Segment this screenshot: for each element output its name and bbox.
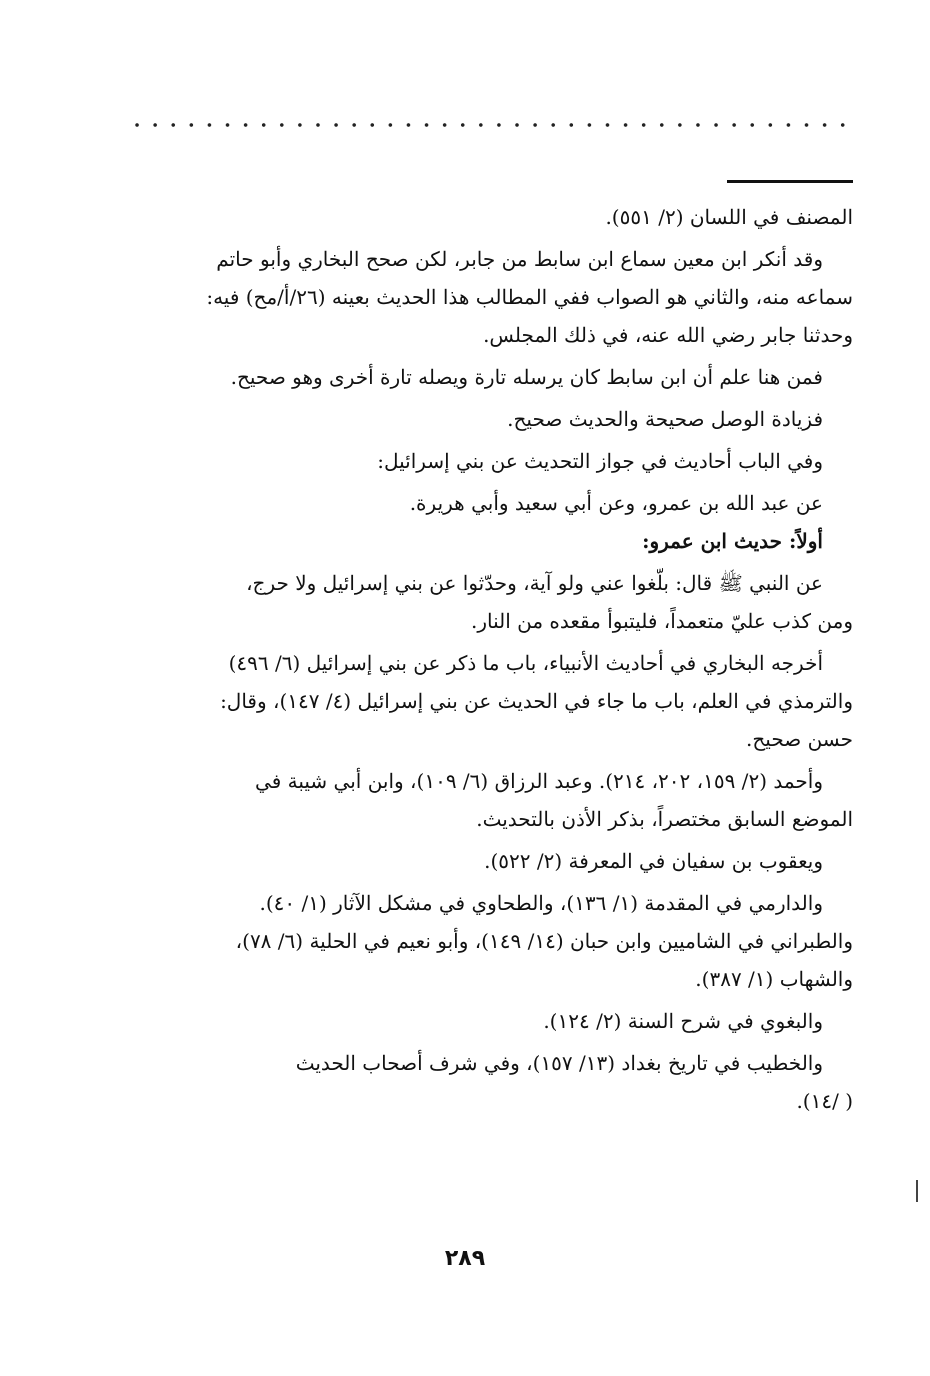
text-line: سماعه منه، والثاني هو الصواب ففي المطالب هذا الحديث بعينه (٢٦/أ/مح) فيه: [206, 285, 853, 309]
text-line: وفي الباب أحاديث في جواز التحديث عن بني إسرائيل: [377, 449, 823, 473]
text-line: وقد أنكر ابن معين سماع ابن سابط من جابر، لكن صحح البخاري وأبو حاتم [216, 247, 823, 271]
page-number: ٢٨٩ [444, 1246, 486, 1271]
text-line: عن النبي ﷺ قال: بلّغوا عني ولو آية، وحدّثوا عن بني إسرائيل ولا حرج، [246, 571, 823, 595]
text-line: وحدثنا جابر رضي الله عنه، في ذلك المجلس. [483, 323, 853, 347]
text-line: فمن هنا علم أن ابن سابط كان يرسله تارة ويصله تارة أخرى وهو صحيح. [230, 365, 823, 389]
text-line: والشهاب (١/ ٣٨٧). [695, 967, 853, 991]
text-line: حسن صحيح. [746, 727, 853, 751]
section-heading: أولاً: حديث ابن عمرو: [642, 529, 823, 553]
text-line: وأحمد (٢/ ١٥٩، ٢٠٢، ٢١٤). وعبد الرزاق (٦/ ١٠٩)، وابن أبي شيبة في [255, 769, 823, 793]
margin-mark [916, 1180, 918, 1202]
text-line: ومن كذب عليّ متعمداً، فليتبوأ مقعده من النار. [470, 609, 853, 633]
footnote-text [120, 198, 853, 1120]
text-line: أخرجه البخاري في أحاديث الأنبياء، باب ما ذكر عن بني إسرائيل (٦/ ٤٩٦) [228, 651, 823, 675]
text-line: ويعقوب بن سفيان في المعرفة (٢/ ٥٢٢). [484, 849, 823, 873]
text-line: والترمذي في العلم، باب ما جاء في الحديث عن بني إسرائيل (٤/ ١٤٧)، وقال: [220, 689, 853, 713]
text-line: والخطيب في تاريخ بغداد (١٣/ ١٥٧)، وفي شرف أصحاب الحديث [295, 1051, 823, 1075]
text-line: والطبراني في الشاميين وابن حبان (١٤/ ١٤٩)، وأبو نعيم في الحلية (٦/ ٧٨)، [235, 929, 853, 953]
text-line: فزيادة الوصل صحيحة والحديث صحيح. [507, 407, 823, 431]
text-line: عن عبد الله بن عمرو، وعن أبي سعيد وأبي هريرة. [409, 491, 823, 515]
text-line: ( /١٤). [796, 1089, 853, 1113]
footnote-rule [727, 180, 853, 183]
dotted-separator [128, 120, 853, 130]
text-line: والبغوي في شرح السنة (٢/ ١٢٤). [543, 1009, 823, 1033]
text-line: الموضع السابق مختصراً، بذكر الأذن بالتحديث. [476, 807, 853, 831]
text-line: والدارمي في المقدمة (١/ ١٣٦)، والطحاوي في مشكل الآثار (١/ ٤٠). [259, 891, 823, 915]
text-line: المصنف في اللسان (٢/ ٥٥١). [605, 205, 853, 229]
